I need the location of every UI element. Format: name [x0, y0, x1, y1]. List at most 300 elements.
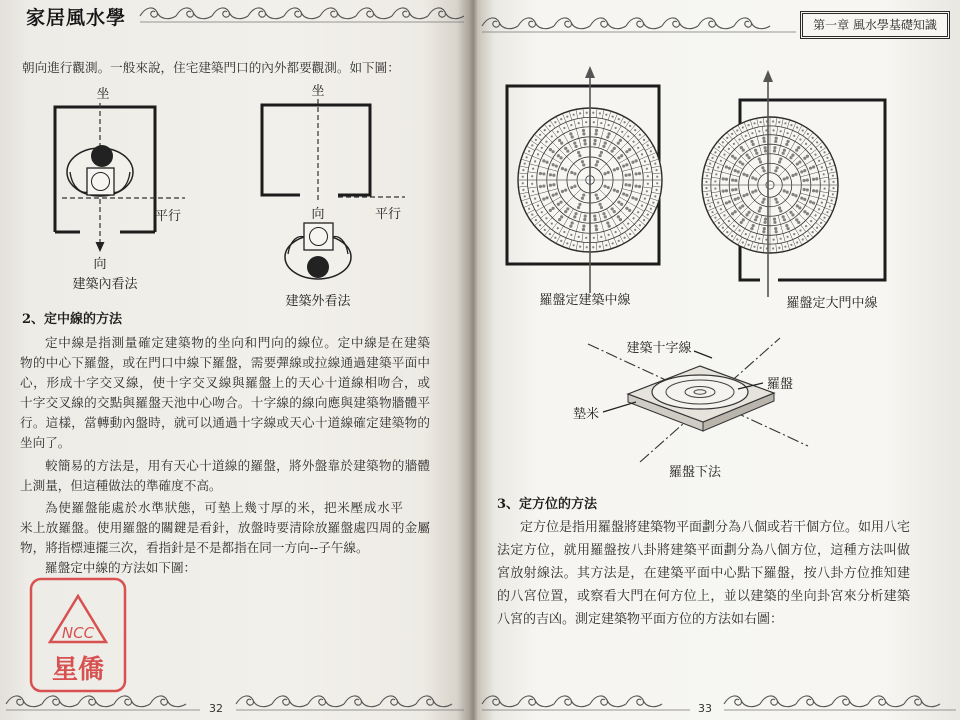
- compass-glyph-mark: [635, 172, 638, 175]
- compass-glyph-mark: [625, 194, 628, 197]
- compass-glyph-mark: [524, 163, 526, 165]
- compass-glyph-mark: [613, 168, 616, 171]
- compass-glyph-mark: [566, 242, 568, 244]
- compass-glyph-mark: [717, 201, 719, 203]
- compass-glyph-mark: [625, 183, 628, 186]
- compass-glyph-mark: [821, 201, 823, 203]
- compass-glyph-mark: [552, 194, 555, 197]
- compass-glyph-mark: [793, 233, 795, 235]
- compass-glyph-mark: [637, 211, 639, 213]
- compass-glyph-mark: [545, 141, 547, 143]
- compass-glyph-mark: [654, 163, 656, 165]
- compass-glyph-mark: [573, 142, 576, 145]
- compass-glyph-mark: [809, 200, 812, 203]
- arrowhead-icon: [585, 66, 595, 78]
- compass-glyph-mark: [522, 182, 524, 184]
- luopan-compass: [702, 117, 838, 253]
- compass-glyph-mark: [736, 238, 738, 240]
- compass-glyph-mark: [542, 172, 545, 175]
- compass-glyph-mark: [549, 125, 551, 127]
- compass-glyph-mark: [646, 190, 648, 192]
- compass-glyph-mark: [823, 151, 825, 153]
- body-line: 的八宮位置，或察看大門在何方位上，並以建築的坐向卦宮來分析建築: [497, 589, 910, 604]
- body-line: 上測量，但這種做法的準確度不高。: [20, 478, 222, 493]
- compass-glyph-mark: [627, 222, 629, 224]
- compass-glyph-mark: [531, 175, 533, 177]
- compass-glyph-mark: [773, 221, 776, 224]
- compass-glyph-mark: [829, 205, 831, 207]
- compass-glyph-mark: [583, 139, 586, 142]
- compass-glyph-mark: [593, 121, 595, 123]
- compass-glyph-mark: [714, 187, 716, 189]
- compass-glyph-mark: [745, 154, 748, 157]
- compass-glyph-mark: [586, 246, 588, 248]
- scroll-ornament: [114, 696, 150, 707]
- compass-glyph-mark: [611, 207, 614, 210]
- stamp-name: 星僑: [51, 655, 105, 685]
- compass-glyph-mark: [549, 233, 551, 235]
- compass-glyph-mark: [594, 139, 597, 142]
- compass-glyph-mark: [542, 198, 545, 201]
- compass-glyph-mark: [631, 161, 634, 164]
- compass-glyph-mark: [563, 127, 565, 129]
- compass-glyph-mark: [829, 162, 831, 164]
- compass-glyph-mark: [628, 184, 631, 187]
- compass-glyph-mark: [524, 195, 526, 197]
- compass-glyph-mark: [742, 173, 745, 176]
- scroll-ornament: [518, 696, 554, 707]
- compass-glyph-mark: [654, 195, 656, 197]
- compass-glyph-mark: [528, 208, 530, 210]
- compass-glyph-mark: [728, 220, 730, 222]
- compass-glyph-mark: [616, 167, 619, 170]
- compass-glyph-mark: [646, 168, 648, 170]
- compass-glyph-mark: [807, 235, 809, 237]
- compass-glyph-mark: [635, 184, 638, 187]
- compass-glyph-mark: [612, 116, 614, 118]
- compass-glyph-mark: [647, 183, 649, 185]
- compass-glyph-mark: [728, 148, 730, 150]
- compass-glyph-mark: [720, 160, 722, 162]
- compass-glyph-mark: [632, 217, 634, 219]
- compass-glyph-mark: [752, 224, 755, 227]
- compass-glyph-mark: [559, 201, 562, 204]
- compass-glyph-mark: [531, 183, 533, 185]
- figure-compass-door: [702, 70, 885, 311]
- compass-glyph-mark: [733, 143, 735, 145]
- scroll-ornament: [284, 8, 320, 19]
- compass-glyph-mark: [763, 140, 766, 143]
- compass-glyph-mark: [812, 201, 815, 204]
- compass-glyph-mark: [747, 156, 750, 159]
- compass-glyph-mark: [617, 215, 620, 218]
- body-line: 八宮的吉凶。測定建築物平面方位的方法如右圖：: [497, 612, 784, 627]
- compass-glyph-mark: [731, 133, 733, 135]
- compass-glyph-mark: [613, 210, 616, 213]
- compass-glyph-mark: [561, 190, 564, 193]
- compass-glyph-mark: [764, 218, 767, 221]
- compass-glyph-mark: [832, 187, 834, 189]
- figure-caption: 羅盤下法: [668, 465, 722, 480]
- compass-glyph-mark: [784, 122, 786, 124]
- scroll-ornament: [380, 696, 416, 707]
- stamp-mark: NCC: [61, 624, 95, 642]
- compass-glyph-mark: [608, 124, 610, 126]
- compass-glyph-mark: [722, 177, 725, 180]
- running-title: 家居風水學: [26, 7, 127, 29]
- stamp-logo: [31, 579, 125, 691]
- compass-glyph-mark: [542, 184, 545, 187]
- figure-caption: 建築內看法: [72, 277, 138, 292]
- compass-glyph-mark: [731, 235, 733, 237]
- leader-line: [694, 351, 712, 358]
- compass-glyph-mark: [545, 196, 548, 199]
- compass-glyph-mark: [560, 118, 562, 120]
- compass-glyph-mark: [793, 135, 795, 137]
- compass-glyph-mark: [753, 246, 755, 248]
- compass-glyph-mark: [534, 160, 536, 162]
- compass-glyph-mark: [754, 149, 757, 152]
- compass-glyph-mark: [706, 175, 708, 177]
- compass-glyph-mark: [625, 207, 628, 210]
- compass-glyph-mark: [799, 229, 801, 231]
- room-walls: [262, 105, 370, 195]
- compass-glyph-mark: [750, 140, 753, 143]
- compass-glyph-mark: [629, 125, 631, 127]
- compass-glyph-mark: [537, 153, 539, 155]
- compass-glyph-mark: [763, 169, 766, 172]
- compass-glyph-mark: [541, 211, 543, 213]
- compass-glyph-mark: [812, 231, 814, 233]
- compass-glyph-mark: [742, 149, 745, 152]
- compass-glyph-mark: [619, 139, 622, 142]
- compass-glyph-mark: [570, 171, 573, 174]
- compass-glyph-mark: [558, 139, 561, 142]
- scroll-ornament: [356, 8, 392, 19]
- compass-glyph-mark: [715, 173, 717, 175]
- compass-glyph-mark: [742, 194, 745, 197]
- figure-caption: 建築外看法: [285, 294, 351, 309]
- compass-glyph-mark: [715, 195, 717, 197]
- compass-glyph-mark: [737, 170, 740, 173]
- compass-glyph-mark: [617, 156, 620, 159]
- compass-glyph-mark: [545, 161, 548, 164]
- compass-glyph-mark: [751, 191, 754, 194]
- compass-glyph-mark: [582, 129, 585, 132]
- compass-glyph-mark: [786, 227, 789, 230]
- compass-glyph-mark: [537, 205, 539, 207]
- compass-glyph-mark: [566, 149, 569, 152]
- compass-glyph-mark: [607, 186, 610, 189]
- compass-glyph-mark: [592, 112, 594, 114]
- compass-glyph-mark: [762, 230, 765, 233]
- compass-glyph-mark: [595, 228, 598, 231]
- arrowhead-icon: [763, 70, 773, 82]
- compass-glyph-mark: [745, 174, 748, 177]
- rice-label: 墊米: [572, 407, 600, 422]
- compass-glyph-mark: [728, 167, 731, 170]
- compass-glyph-mark: [806, 178, 809, 181]
- compass-glyph-mark: [627, 135, 629, 137]
- compass-glyph-mark: [722, 227, 724, 229]
- compass-glyph-mark: [652, 156, 654, 158]
- compass-glyph-mark: [832, 181, 834, 183]
- compass-glyph-mark: [832, 193, 834, 195]
- compass-glyph-mark: [733, 225, 735, 227]
- compass-glyph-mark: [641, 153, 643, 155]
- compass-glyph-mark: [569, 132, 572, 135]
- compass-glyph-mark: [564, 210, 567, 213]
- body-line: 羅盤定中線的方法如下圖：: [45, 560, 197, 575]
- compass-glyph-mark: [539, 185, 542, 188]
- compass-glyph-mark: [798, 206, 801, 209]
- compass-glyph-mark: [774, 140, 777, 143]
- compass-glyph-mark: [577, 206, 580, 209]
- compass-glyph-mark: [620, 203, 623, 206]
- compass-glyph-mark: [561, 167, 564, 170]
- compass-glyph-mark: [638, 185, 641, 188]
- compass-glyph-mark: [605, 114, 607, 116]
- compass-glyph-mark: [831, 168, 833, 170]
- compass-glyph-mark: [762, 137, 765, 140]
- compass-glyph-mark: [823, 217, 825, 219]
- compass-glyph-mark: [786, 132, 788, 134]
- compass-glyph-mark: [707, 168, 709, 170]
- compass-glyph-mark: [555, 164, 558, 167]
- compass-glyph-mark: [778, 206, 781, 209]
- compass-glyph-mark: [709, 162, 711, 164]
- compass-glyph-mark: [570, 124, 572, 126]
- compass-glyph-mark: [639, 224, 641, 226]
- compass-glyph-mark: [585, 237, 587, 239]
- compass-glyph-mark: [803, 188, 806, 191]
- compass-glyph-mark: [621, 227, 623, 229]
- compass-glyph-mark: [791, 213, 794, 216]
- body-line: 坐向了。: [20, 435, 71, 450]
- compass-glyph-mark: [805, 225, 807, 227]
- compass-glyph-mark: [725, 189, 728, 192]
- compass-glyph-mark: [742, 218, 745, 221]
- compass-glyph-mark: [803, 198, 806, 201]
- section-heading: 3、定方位的方法: [497, 497, 598, 512]
- compass-glyph-mark: [593, 237, 595, 239]
- compass-glyph-mark: [544, 129, 546, 131]
- compass-glyph-mark: [818, 160, 820, 162]
- compass-glyph-mark: [531, 214, 533, 216]
- compass-glyph-mark: [643, 139, 645, 141]
- compass-glyph-mark: [714, 180, 716, 182]
- scroll-ornament: [150, 696, 186, 707]
- compass-glyph-mark: [815, 177, 818, 180]
- compass-glyph-mark: [581, 160, 584, 163]
- scroll-ornament: [832, 696, 868, 707]
- sit-label: 坐: [96, 87, 110, 102]
- compass-glyph-mark: [579, 112, 581, 114]
- figure-caption: 羅盤定大門中線: [786, 296, 878, 311]
- compass-glyph-mark: [818, 208, 820, 210]
- compass-glyph-mark: [608, 132, 611, 135]
- compass-glyph-mark: [790, 244, 792, 246]
- compass-glyph-mark: [809, 167, 812, 170]
- compass-glyph-mark: [602, 145, 605, 148]
- compass-glyph-mark: [655, 169, 657, 171]
- compass-glyph-mark: [738, 229, 740, 231]
- compass-glyph-mark: [775, 137, 778, 140]
- compass-glyph-mark: [776, 201, 779, 204]
- compass-glyph-mark: [594, 225, 597, 228]
- scroll-ornament: [308, 696, 344, 707]
- compass-glyph-mark: [758, 209, 761, 212]
- compass-glyph-mark: [578, 122, 580, 124]
- compass-glyph-mark: [807, 133, 809, 135]
- compass-glyph-mark: [761, 201, 764, 204]
- compass-glyph-mark: [806, 155, 809, 158]
- compass-glyph-mark: [595, 129, 598, 132]
- compass-glyph-mark: [738, 138, 740, 140]
- compass-glyph-mark: [554, 121, 556, 123]
- compass-glyph-mark: [608, 225, 611, 228]
- compass-glyph-mark: [615, 127, 617, 129]
- compass-glyph-mark: [773, 146, 776, 149]
- compass-glyph-mark: [707, 199, 709, 201]
- compass-glyph-mark: [539, 172, 542, 175]
- compass-glyph-mark: [577, 151, 580, 154]
- compass-glyph-mark: [711, 211, 713, 213]
- scroll-ornament: [416, 696, 452, 707]
- compass-glyph-mark: [759, 206, 762, 209]
- compass-glyph-mark: [650, 208, 652, 210]
- compass-glyph-mark: [526, 202, 528, 204]
- compass-glyph-mark: [542, 159, 545, 162]
- compass-glyph-mark: [798, 160, 801, 163]
- compass-glyph-mark: [790, 124, 792, 126]
- compass-glyph-mark: [578, 236, 580, 238]
- compass-glyph-mark: [552, 174, 555, 177]
- compass-glyph-mark: [794, 173, 797, 176]
- compass-glyph-mark: [596, 197, 599, 200]
- face-label: 向: [93, 257, 107, 272]
- section-heading: 2、定中線的方法: [22, 312, 123, 327]
- compass-glyph-mark: [779, 157, 782, 160]
- compass-glyph-mark: [765, 239, 767, 241]
- compass-glyph-mark: [522, 176, 524, 178]
- compass-glyph-mark: [593, 142, 596, 145]
- scroll-ornament: [344, 696, 380, 707]
- compass-glyph-mark: [815, 190, 818, 193]
- scroll-ornament: [904, 696, 940, 707]
- compass-glyph-mark: [785, 143, 788, 146]
- compass-glyph-mark: [773, 149, 776, 152]
- scroll-ornament: [320, 8, 356, 19]
- compass-glyph-mark: [608, 234, 610, 236]
- compass-glyph-mark: [778, 121, 780, 123]
- compass-glyph-mark: [656, 182, 658, 184]
- compass-glyph-mark: [780, 238, 782, 240]
- scroll-ornament: [236, 696, 272, 707]
- compass-glyph-mark: [786, 140, 789, 143]
- compass-glyph-mark: [791, 174, 794, 177]
- figure-outside-view: [262, 83, 405, 309]
- compass-glyph-mark: [763, 146, 766, 149]
- compass-glyph-mark: [823, 195, 825, 197]
- compass-glyph-mark: [593, 215, 596, 218]
- scroll-ornament: [272, 696, 308, 707]
- compass-glyph-mark: [526, 156, 528, 158]
- compass-glyph-mark: [773, 218, 776, 221]
- body-line: 十字交叉線的交點與羅盤天池中心吻合。十字線的線向應與建築物牆體平: [20, 395, 430, 410]
- compass-glyph-mark: [705, 181, 707, 183]
- compass-glyph-mark: [802, 129, 804, 131]
- compass-glyph-mark: [549, 148, 552, 151]
- body-line: 定方位是指用羅盤將建築物平面劃分為八個或若干個方位。如用八宅: [520, 520, 910, 535]
- compass-glyph-mark: [557, 154, 560, 157]
- compass-glyph-mark: [731, 155, 734, 158]
- compass-glyph-mark: [584, 215, 587, 218]
- compass-glyph-mark: [602, 212, 605, 215]
- compass-glyph-mark: [725, 178, 728, 181]
- compass-glyph-mark: [545, 217, 547, 219]
- compass-glyph-mark: [573, 114, 575, 116]
- compass-glyph-mark: [611, 149, 614, 152]
- compass-glyph-mark: [796, 126, 798, 128]
- compass-glyph-mark: [797, 221, 800, 224]
- compass-glyph-mark: [606, 221, 609, 224]
- compass-glyph-mark: [628, 148, 631, 151]
- compass-glyph-mark: [774, 169, 777, 172]
- compass-glyph-mark: [775, 230, 778, 233]
- figure-compass-building: [507, 66, 662, 308]
- compass-glyph-mark: [795, 149, 798, 152]
- compass-glyph-mark: [796, 204, 799, 207]
- body-line: 物的中心下羅盤，或在門口中線下羅盤，需要彈線或拉線通過建築平面中: [20, 355, 430, 370]
- compass-glyph-mark: [751, 176, 754, 179]
- compass-glyph-mark: [629, 233, 631, 235]
- compass-glyph-mark: [745, 135, 747, 137]
- compass-glyph-mark: [731, 188, 734, 191]
- compass-glyph-mark: [603, 172, 606, 175]
- scroll-ornament: [392, 8, 428, 19]
- compass-glyph-mark: [557, 227, 559, 229]
- compass-glyph-mark: [789, 211, 792, 214]
- compass-glyph-mark: [821, 166, 823, 168]
- compass-glyph-mark: [621, 131, 623, 133]
- compass-glyph-mark: [522, 169, 524, 171]
- compass-glyph-mark: [826, 211, 828, 213]
- compass-glyph-mark: [745, 193, 748, 196]
- compass-glyph-mark: [736, 129, 738, 131]
- compass-glyph-mark: [747, 211, 750, 214]
- compass-glyph-mark: [725, 201, 728, 204]
- compass-glyph-mark: [581, 197, 584, 200]
- compass-glyph-mark: [578, 203, 581, 206]
- compass-glyph-mark: [782, 152, 785, 155]
- scroll-ornament: [428, 8, 464, 19]
- body-line: 行。這樣，當轉動內盤時，就可以通過十字線或天心十道線確定建築物的: [20, 415, 430, 430]
- compass-glyph-mark: [573, 215, 576, 218]
- compass-glyph-mark: [595, 193, 598, 196]
- scroll-ornament: [140, 8, 176, 19]
- compass-glyph-mark: [751, 132, 753, 134]
- compass-glyph-mark: [656, 176, 658, 178]
- compass-glyph-mark: [763, 221, 766, 224]
- compass-glyph-mark: [747, 124, 749, 126]
- compass-glyph-mark: [612, 242, 614, 244]
- compass-glyph-mark: [549, 209, 552, 212]
- compass-glyph-mark: [600, 122, 602, 124]
- compass-glyph-mark: [532, 190, 534, 192]
- compass-glyph-mark: [705, 187, 707, 189]
- parallel-label: 平行: [374, 207, 402, 222]
